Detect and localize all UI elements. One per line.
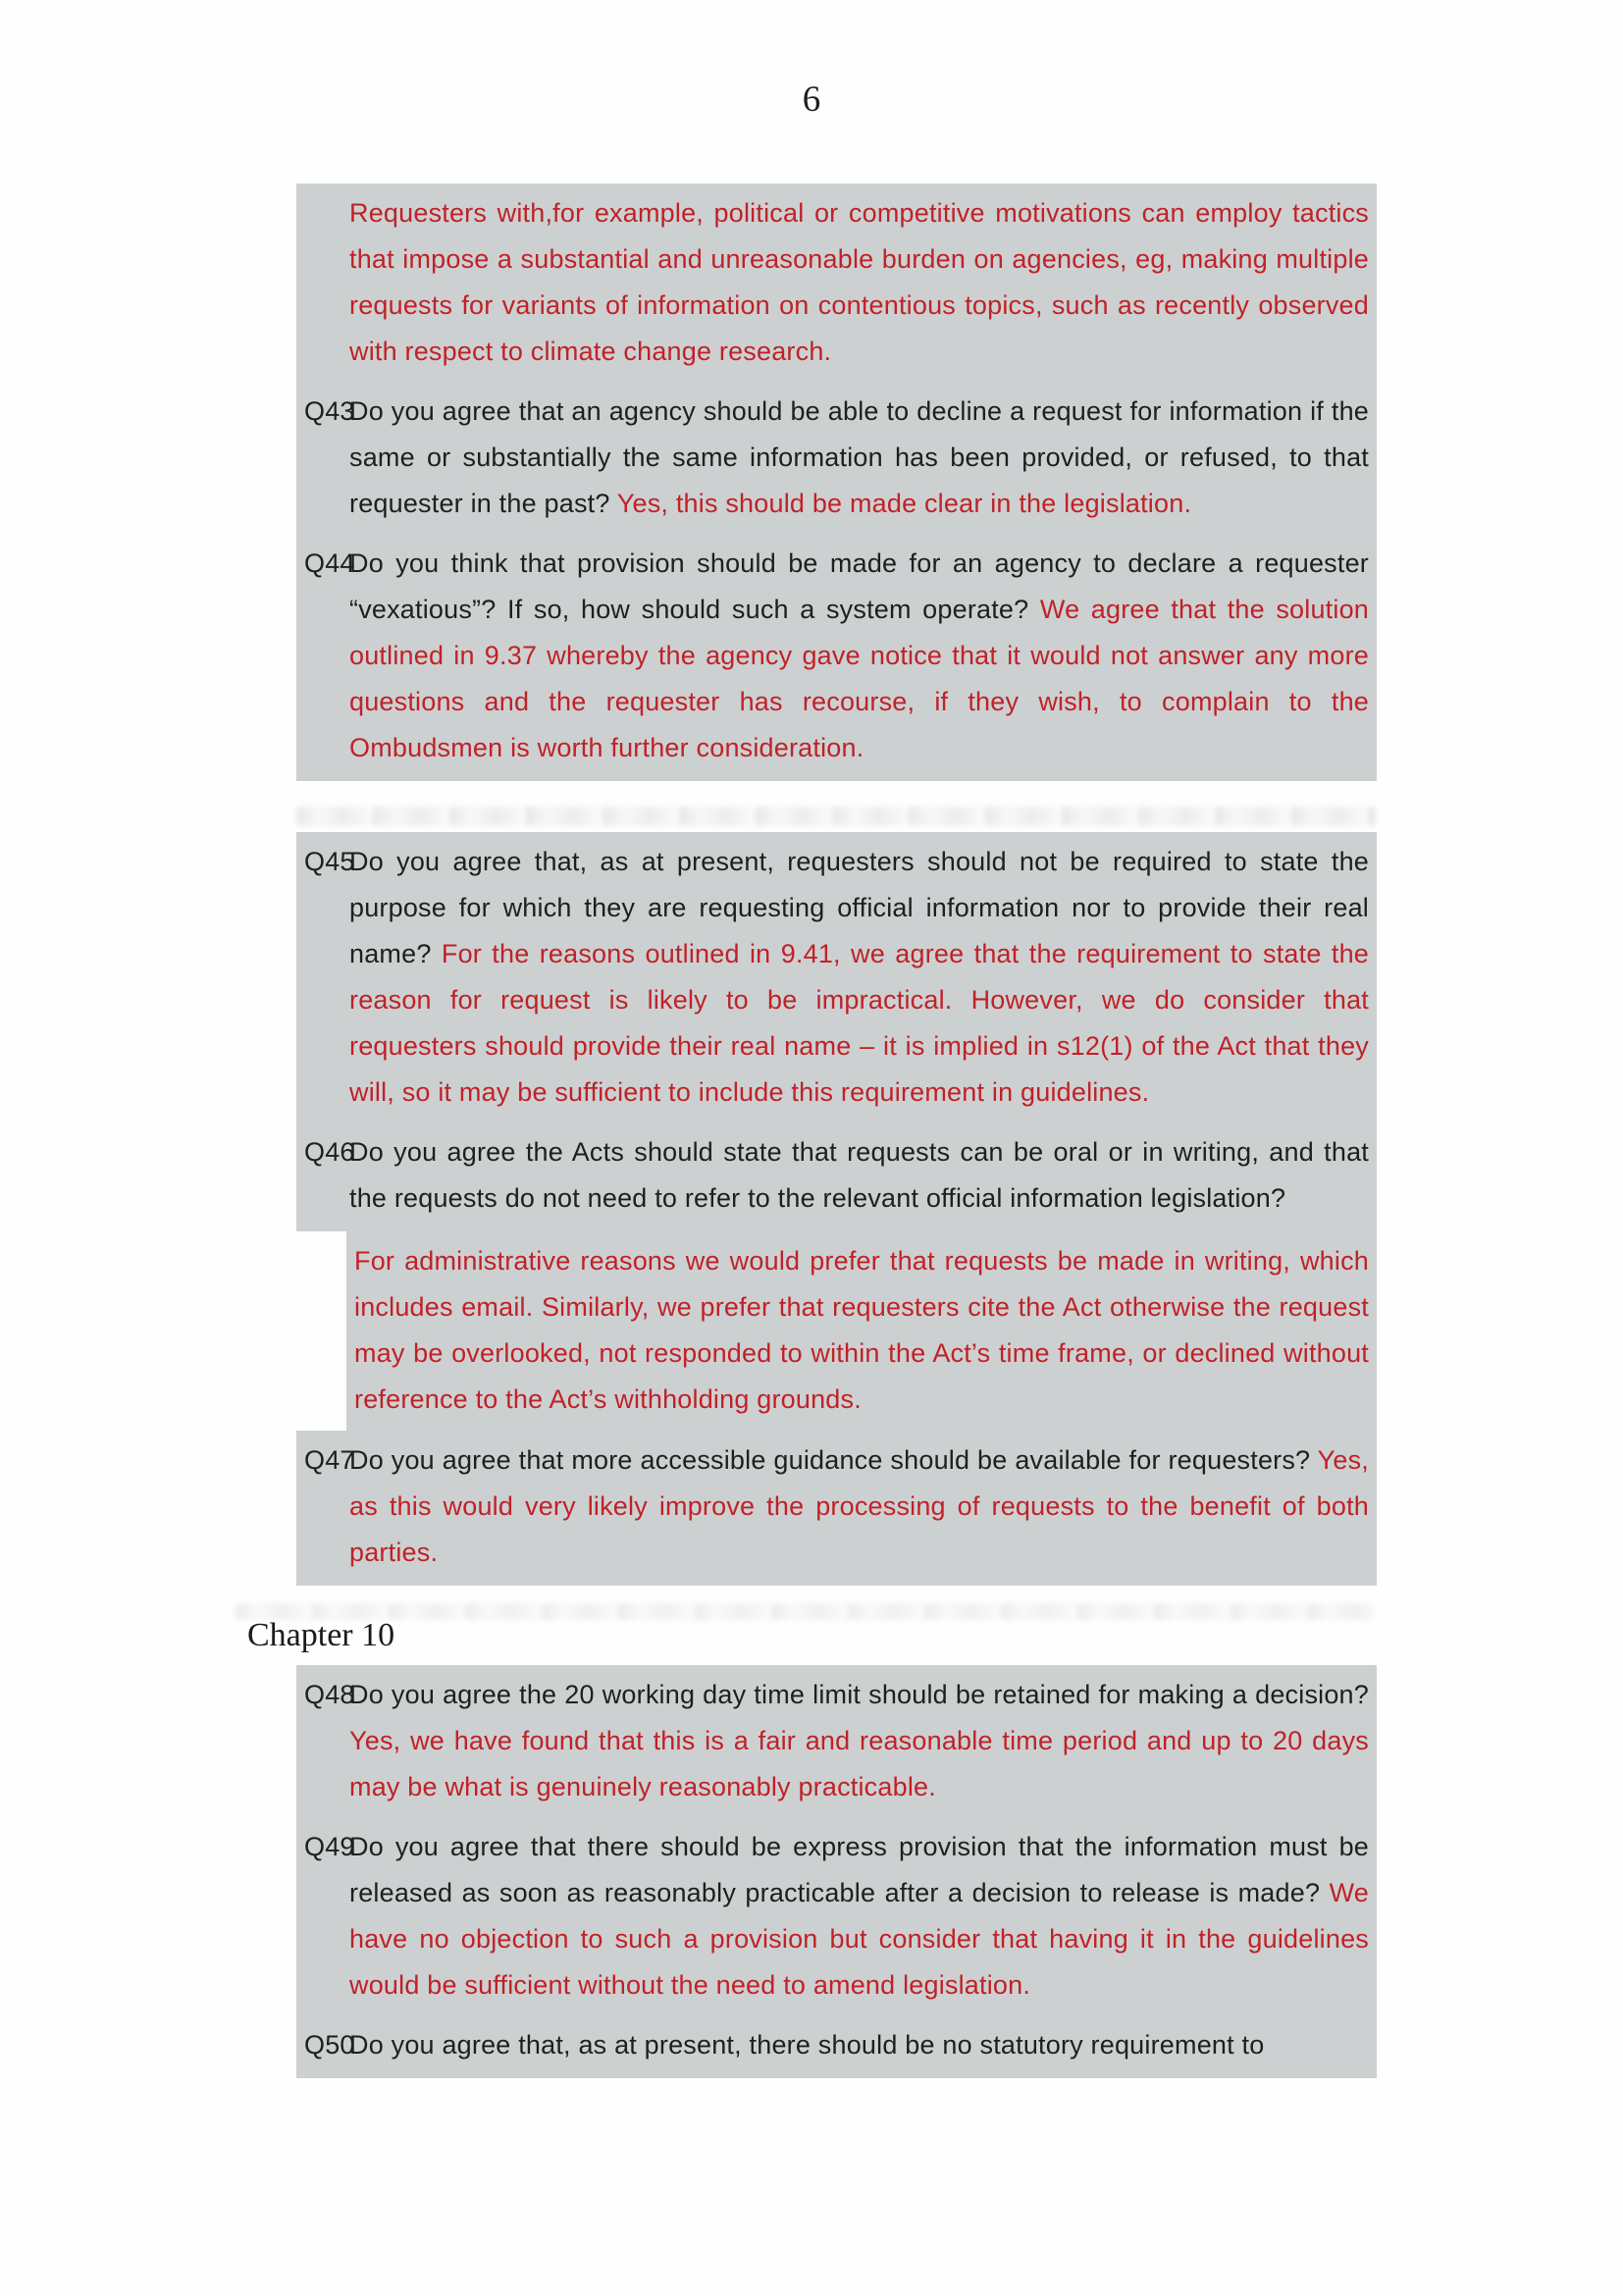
highlight-block-q48-q50 xyxy=(296,1665,1377,2078)
question-number: Q48 xyxy=(304,1680,355,1709)
answer-text: Requesters with,for example, political or competitive motivations can employ tactics that impose a substantial and unreasonable burden on agencies, eg, making multiple requests for variants of information on contentious topics, such as recently observed with respect to climate change research. xyxy=(349,198,1369,366)
question-text: Do you agree the Acts should state that requests can be oral or in writing, and that the requests do not need to refer to the relevant official information legislation? xyxy=(349,1137,1369,1213)
paragraph-q45 xyxy=(296,839,1369,1116)
question-text: Do you think that provision should be made for an agency to declare a requester “vexatious”? If so, how should such a system operate? xyxy=(349,548,1369,624)
paragraph-q48 xyxy=(296,1672,1369,1810)
question-text: Do you agree the 20 working day time limit should be retained for making a decision? xyxy=(349,1680,1369,1709)
highlight-block-q43-q44 xyxy=(296,183,1377,781)
answer-text: We agree that the solution outlined in 9.37 whereby the agency gave notice that it would not answer any more questions and the requester has recourse, if they wish, to complain to the Ombudsmen is worth further consideration. xyxy=(349,595,1369,762)
question-number: Q44 xyxy=(304,548,355,578)
answer-continuation-paragraph xyxy=(296,190,1369,375)
question-number: Q46 xyxy=(304,1137,355,1167)
paragraph-q49 xyxy=(296,1824,1369,2009)
answer-text: For administrative reasons we would prefer that requests be made in writing, which includes email. Similarly, we prefer that requesters cite the Act otherwise the request may be overlooked, not responded to within the Act’s time frame, or declined without reference to the Act’s withholding grounds. xyxy=(354,1246,1369,1414)
paragraph-q43 xyxy=(296,389,1369,527)
question-number: Q45 xyxy=(304,847,355,876)
paragraph-q50 xyxy=(296,2022,1369,2068)
scan-artifact-smudge xyxy=(236,1603,1374,1620)
chapter-heading: Chapter 10 xyxy=(247,1617,395,1653)
paragraph-q46 xyxy=(296,1129,1369,1222)
paragraph-q44 xyxy=(296,541,1369,771)
question-number: Q43 xyxy=(304,396,355,426)
answer-text: Yes, this should be made clear in the legislation. xyxy=(616,489,1192,518)
answer-text: Yes, we have found that this is a fair and reasonable time period and up to 20 days may be what is genuinely reasonably practicable. xyxy=(349,1726,1369,1801)
answer-text: Yes, as this would very likely improve the processing of requests to the benefit of both parties. xyxy=(349,1445,1369,1567)
question-number: Q47 xyxy=(304,1445,355,1475)
answer-paragraph-q46 xyxy=(346,1238,1369,1423)
question-number: Q49 xyxy=(304,1832,355,1861)
question-text: Do you agree that, as at present, there should be no statutory requirement to xyxy=(349,2030,1265,2060)
question-text: Do you agree that, as at present, requesters should not be required to state the purpose for which they are requesting official information nor to provide their real name? xyxy=(349,847,1369,968)
question-text: Do you agree that there should be express provision that the information must be released as soon as reasonably practicable after a decision to release is made? xyxy=(349,1832,1369,1907)
answer-text: For the reasons outlined in 9.41, we agree that the requirement to state the reason for request is likely to be impractical. However, we do consider that requesters should provide their real name – it is implied in s12(1) of the Act that they will, so it may be sufficient to include this requirement in guidelines. xyxy=(349,939,1370,1107)
scan-artifact-smudge xyxy=(296,807,1377,826)
question-text: Do you agree that an agency should be able to decline a request for information if the same or substantially the same information has been provided, or refused, to that requester in the past? xyxy=(349,396,1369,518)
highlight-block-answer-q46 xyxy=(346,1231,1377,1432)
answer-text: We have no objection to such a provision but consider that having it in the guidelines would be sufficient without the need to amend legislation. xyxy=(349,1878,1369,2000)
page-number: 6 xyxy=(802,79,821,120)
highlight-block-q47 xyxy=(296,1431,1377,1586)
paragraph-q47 xyxy=(296,1437,1369,1576)
question-text: Do you agree that more accessible guidance should be available for requesters? xyxy=(349,1445,1318,1475)
highlight-block-q45-q46 xyxy=(296,832,1377,1231)
question-number: Q50 xyxy=(304,2030,355,2060)
